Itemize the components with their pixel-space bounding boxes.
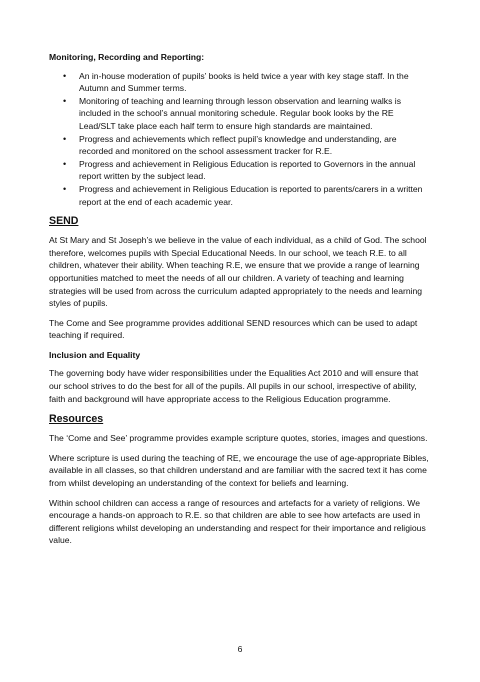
list-item-text: Monitoring of teaching and learning through lesson observation and learning walks is included in the school’s annual monitoring schedule. Regular book looks by the RE Lead/SLT take place each half term to ensure high standards are maintained. xyxy=(79,95,401,131)
resources-title: Resources xyxy=(49,413,104,426)
inclusion-paragraph: The governing body have wider responsibilities under the Equalities Act 2010 and will ensure that our school strives to do the best for all of the pupils. All pupils in our school, irrespective of ability, faith and background will have appropriate access to the Religious Education programme. xyxy=(49,368,419,404)
document-page xyxy=(49,51,431,554)
resources-paragraph-3: Within school children can access a range of resources and artefacts for a variety of religions. We encourage a hands-on approach to R.E. so that children are able to see how artefacts are used in different religions whilst developing an understanding and respect for their importance and religious value. xyxy=(49,497,426,546)
list-item xyxy=(49,95,431,133)
inclusion-heading: Inclusion and Equality xyxy=(49,349,141,360)
bullet-icon: • xyxy=(63,158,67,169)
bullet-icon: • xyxy=(63,183,67,194)
send-title: SEND xyxy=(49,215,79,228)
list-item xyxy=(49,158,431,183)
list-item-text: Progress and achievements which reflect pupil’s knowledge and understanding, are recorded and monitored on the school assessment tracker for R.E. xyxy=(79,133,397,157)
list-item xyxy=(49,70,431,95)
resources-paragraph-1: The ‘Come and See’ programme provides example scripture quotes, stories, images and questions. xyxy=(49,433,428,444)
list-item-text: Progress and achievement in Religious Education is reported to Governors in the annual report written by the subject lead. xyxy=(79,158,416,182)
page-number: 6 xyxy=(237,644,243,654)
monitoring-heading: Monitoring, Recording and Reporting: xyxy=(49,52,205,62)
send-paragraph-1: At St Mary and St Joseph’s we believe in the value of each individual, as a child of God. The school therefore, welcomes pupils with Special Educational Needs. In our school, we teach R.E. to all children, whatever their ability. When teaching R.E, we ensure that we provide a range of learning opportunities matched to meet the needs of all our children. A variety of teaching and learning strategies will be used from across the curriculum adapted appropriately to the needs and learning styles of pupils. xyxy=(49,235,427,309)
resources-paragraph-2: Where scripture is used during the teaching of RE, we encourage the use of age-appropriate Bibles, available in all classes, so that children understand and are familiar with the sacred text it has come from whilst developing an understanding of the context for beliefs and learning. xyxy=(49,452,429,489)
bullet-icon: • xyxy=(63,95,67,106)
list-item xyxy=(49,133,431,158)
bullet-icon: • xyxy=(63,133,67,144)
list-item xyxy=(49,183,431,208)
bullet-icon: • xyxy=(63,70,67,81)
monitoring-list xyxy=(49,70,431,209)
list-item-text: Progress and achievement in Religious Education is reported to parents/carers in a written report at the end of each academic year. xyxy=(79,183,423,207)
list-item-text: An in-house moderation of pupils’ books is held twice a year with key stage staff. In the Autumn and Summer terms. xyxy=(79,70,409,94)
send-paragraph-2: The Come and See programme provides additional SEND resources which can be used to adapt teaching if required. xyxy=(49,317,418,341)
